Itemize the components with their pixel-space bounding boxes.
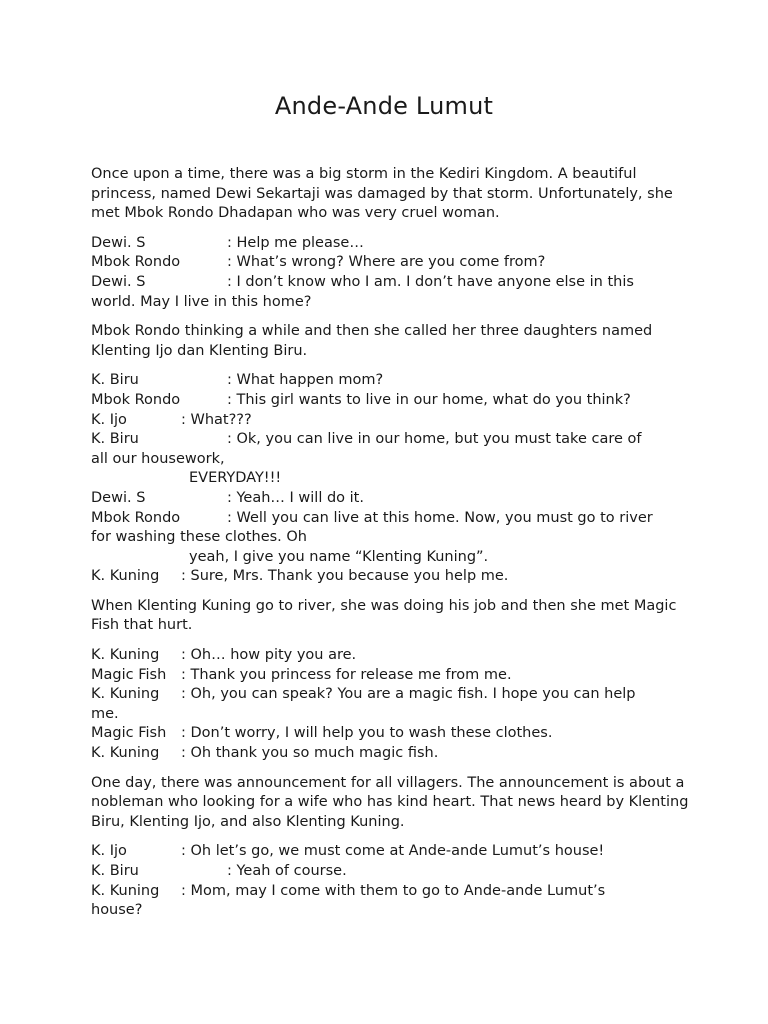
dialogue-line <box>91 253 691 273</box>
dialogue-text: : What happen mom? <box>227 372 384 389</box>
dialogue-line <box>91 234 691 254</box>
dialogue-text: : This girl wants to live in our home, what do you think? <box>227 391 631 408</box>
dialogue-text: : What??? <box>181 411 252 428</box>
dialogue-text: : Sure, Mrs. Thank you because you help me. <box>181 568 509 585</box>
dialogue-line <box>91 842 691 862</box>
speaker-name: K. Kuning <box>91 882 160 899</box>
dialogue-text: : Thank you princess for release me from me. <box>181 666 512 683</box>
dialogue-continuation: yeah, I give you name “Klenting Kuning”. <box>189 548 489 565</box>
dialogue-text: : Mom, may I come with them to go to Ande-ande Lumut’s <box>181 882 606 899</box>
dialogue-wrap: all our housework, <box>91 450 225 467</box>
dialogue-line <box>91 724 691 744</box>
speaker-name: Magic Fish <box>91 725 167 742</box>
dialogue-text: : Well you can live at this home. Now, you must go to river <box>227 509 653 526</box>
dialogue-block <box>91 371 691 587</box>
narration-paragraph: One day, there was announcement for all villagers. The announcement is about a nobleman who looking for a wife who has kind heart. That news heard by Klenting Biru, Klenting Ijo, and also Klenting Kuning. <box>91 774 689 830</box>
dialogue-block <box>91 646 691 764</box>
dialogue-continuation: EVERYDAY!!! <box>189 470 282 487</box>
speaker-name: Dewi. S <box>91 234 146 251</box>
speaker-name: K. Biru <box>91 431 139 448</box>
dialogue-line <box>91 509 691 529</box>
page-title: Ande-Ande Lumut <box>274 92 494 120</box>
dialogue-line <box>91 273 691 293</box>
speaker-name: Dewi. S <box>91 273 146 290</box>
dialogue-line <box>91 391 691 411</box>
dialogue-text: : Oh, you can speak? You are a magic fish. I hope you can help <box>181 686 636 703</box>
narration-paragraph: When Klenting Kuning go to river, she was doing his job and then she met Magic Fish that hurt. <box>91 597 677 634</box>
speaker-name: K. Ijo <box>91 411 127 428</box>
dialogue-text: : Ok, you can live in our home, but you must take care of <box>227 431 642 448</box>
speaker-name: Dewi. S <box>91 489 146 506</box>
dialogue-wrap: world. May I live in this home? <box>91 293 312 310</box>
speaker-name: Magic Fish <box>91 666 167 683</box>
speaker-name: K. Kuning <box>91 568 160 585</box>
speaker-name: K. Biru <box>91 372 139 389</box>
dialogue-line <box>91 567 691 587</box>
dialogue-text: : Don’t worry, I will help you to wash these clothes. <box>181 725 553 742</box>
dialogue-line <box>91 862 691 882</box>
narration-paragraph: Mbok Rondo thinking a while and then she called her three daughters named Klenting Ijo dan Klenting Biru. <box>91 323 653 359</box>
dialogue-wrap: me. <box>91 705 119 722</box>
speaker-name: K. Ijo <box>91 843 127 860</box>
dialogue-line <box>91 685 691 705</box>
dialogue-line <box>91 411 691 431</box>
speaker-name: Mbok Rondo <box>91 509 181 526</box>
speaker-name: K. Kuning <box>91 647 160 664</box>
dialogue-text: : Yeah of course. <box>227 863 347 879</box>
dialogue-text: : What’s wrong? Where are you come from? <box>227 254 546 271</box>
speaker-name: Mbok Rondo <box>91 391 181 408</box>
dialogue-text: : Oh… how pity you are. <box>181 647 357 664</box>
dialogue-text: : Help me please… <box>227 234 364 251</box>
dialogue-text: : Oh let’s go, we must come at Ande-ande Lumut’s house! <box>181 843 605 860</box>
dialogue-line <box>91 489 691 509</box>
dialogue-wrap: for washing these clothes. Oh <box>91 529 307 546</box>
dialogue-line <box>91 430 691 450</box>
dialogue-block <box>91 842 691 920</box>
dialogue-text: : Yeah… I will do it. <box>227 489 364 506</box>
dialogue-line <box>91 744 691 764</box>
story-body <box>91 165 691 931</box>
speaker-name: K. Kuning <box>91 745 160 762</box>
dialogue-block <box>91 234 691 312</box>
dialogue-line <box>91 666 691 686</box>
speaker-name: K. Biru <box>91 863 139 879</box>
speaker-name: K. Kuning <box>91 686 160 703</box>
dialogue-wrap: house? <box>91 902 143 919</box>
narration-paragraph: Once upon a time, there was a big storm in the Kediri Kingdom. A beautiful princess, named Dewi Sekartaji was damaged by that storm. Unfortunately, she met Mbok Rondo Dhadapan who was very cruel woman. <box>91 166 673 222</box>
dialogue-line <box>91 371 691 391</box>
speaker-name: Mbok Rondo <box>91 254 181 271</box>
dialogue-line <box>91 646 691 666</box>
dialogue-text: : Oh thank you so much magic fish. <box>181 745 439 762</box>
dialogue-line <box>91 882 691 902</box>
dialogue-text: : I don’t know who I am. I don’t have anyone else in this <box>227 273 634 290</box>
